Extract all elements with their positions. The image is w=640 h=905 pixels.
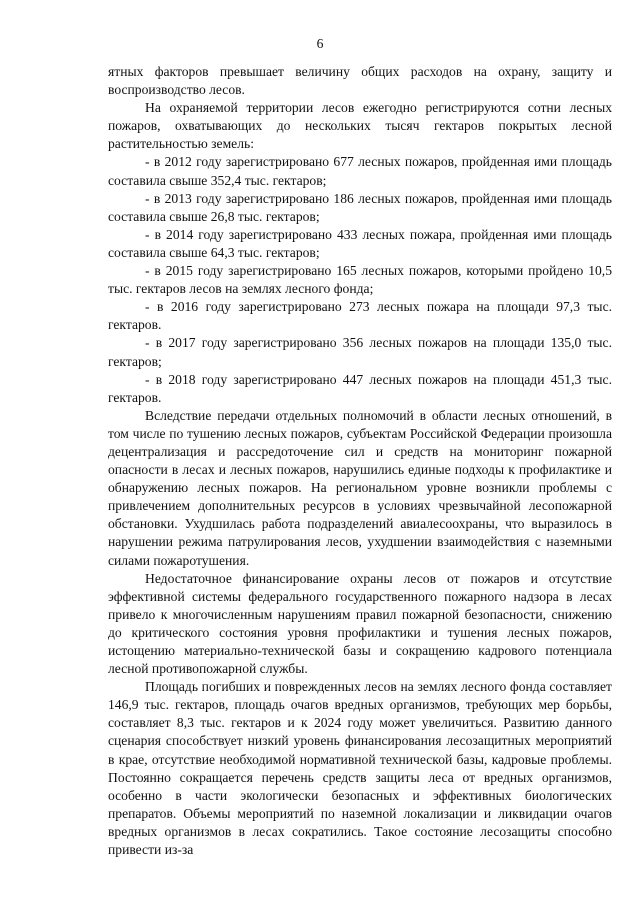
list-item-2015: - в 2015 году зарегистрировано 165 лесных пожаров, которыми пройдено 10,5 тыс. гектаров лесов на землях лесного фонда; (108, 263, 612, 297)
body-text (108, 63, 612, 859)
paragraph-continuation: ятных факторов превышает величину общих расходов на охрану, защиту и воспроизводство лесов. (108, 64, 612, 98)
page-number: 6 (316, 36, 324, 51)
list-item-2014: - в 2014 году зарегистрировано 433 лесных пожара, пройденная ими площадь составила свыше 64,3 тыс. гектаров; (108, 226, 612, 260)
list-item-2017: - в 2017 году зарегистрировано 356 лесных пожаров на площади 135,0 тыс. гектаров; (108, 335, 612, 369)
list-item-2018: - в 2018 году зарегистрировано 447 лесных пожаров на площади 451,3 тыс. гектаров. (108, 371, 612, 405)
list-item-2016: - в 2016 году зарегистрировано 273 лесных пожара на площади 97,3 тыс. гектаров. (108, 299, 612, 333)
paragraph-financing: Недостаточное финансирование охраны лесов от пожаров и отсутствие эффективной системы федерального государственного пожарного надзора в лесах привело к многочисленным нарушениям правил пожарной безопасности, снижению до критического состояния уровня профилактики и тушения лесных пожаров, истощению материально-технической базы и сокращению кадрового потенциала лесной противопожарной службы. (108, 570, 612, 677)
list-item-2013: - в 2013 году зарегистрировано 186 лесных пожаров, пройденная ими площадь составила свыше 26,8 тыс. гектаров; (108, 190, 612, 224)
list-item-2012: - в 2012 году зарегистрировано 677 лесных пожаров, пройденная ими площадь составила свыше 352,4 тыс. гектаров; (108, 154, 612, 188)
paragraph-decentralization: Вследствие передачи отдельных полномочий в области лесных отношений, в том числе по тушению лесных пожаров, субъектам Российской Федерации произошла децентрализация и рассредоточение сил и средств на мониторинг пожарной опасности в лесах и лесных пожаров, нарушились единые подходы к профилактике и обнаружению лесных пожаров. На региональном уровне возникли проблемы с привлечением дополнительных ресурсов в условиях чрезвычайной лесопожарной обстановки. Ухудшилась работа подразделений авиалесоохраны, что выразилось в нарушении режима патрулирования лесов, ухудшении взаимодействия с наземными силами пожаротушения. (108, 407, 612, 568)
paragraph-forest-damage: Площадь погибших и поврежденных лесов на землях лесного фонда составляет 146,9 тыс. гектаров, площадь очагов вредных организмов, требующих мер борьбы, составляет 8,3 тыс. гектаров и к 2024 году может увеличиться. Развитию данного сценария способствует низкий уровень финансирования лесозащитных мероприятий в крае, отсутствие необходимой нормативной технической базы, кадровые проблемы. Постоянно сокращается перечень средств защиты леса от вредных организмов, особенно в части экологически безопасных и эффективных биологических препаратов. Объемы мероприятий по наземной локализации и ликвидации очагов вредных организмов в лесах сократились. Такое состояние лесозащиты способно привести из-за (108, 679, 612, 858)
paragraph-fires-intro: На охраняемой территории лесов ежегодно регистрируются сотни лесных пожаров, охватывающих до нескольких тысяч гектаров покрытых лесной растительностью земель: (108, 100, 612, 152)
